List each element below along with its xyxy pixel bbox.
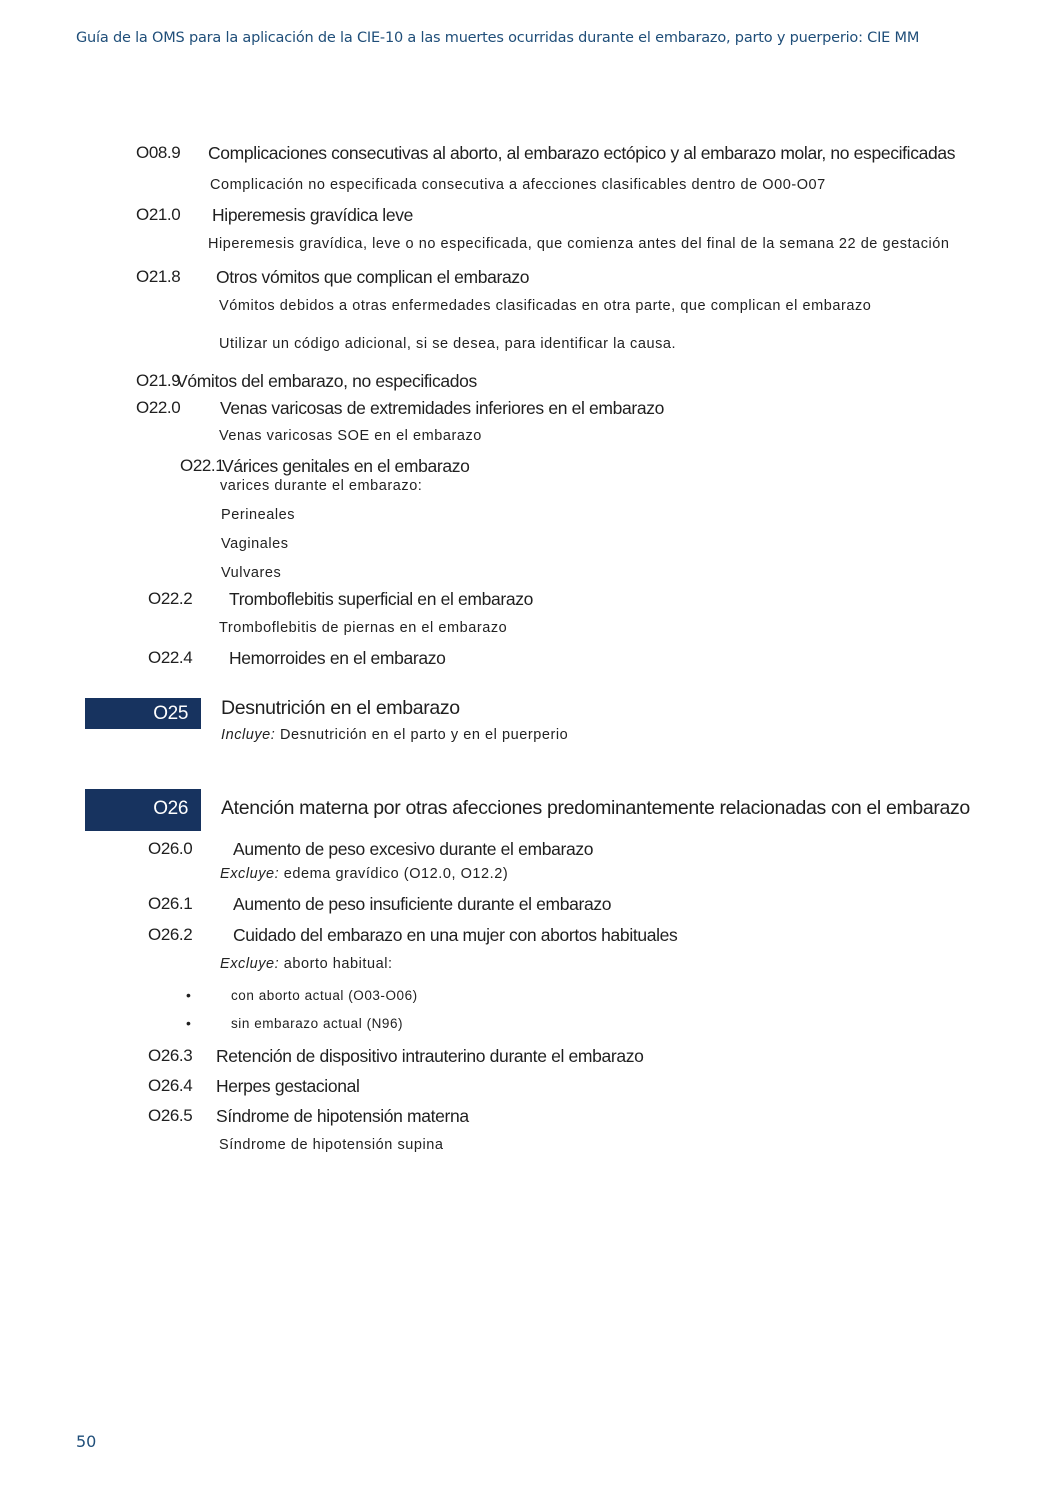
desc-o26-5: Síndrome de hipotensión supina — [219, 1137, 444, 1153]
title-o26-0: Aumento de peso excesivo durante el embarazo — [233, 839, 594, 859]
includes-o25 — [221, 727, 568, 743]
code-o26-0: O26.0 — [148, 839, 193, 858]
list-item: Vulvares — [221, 565, 282, 581]
includes-label: Incluye: — [221, 727, 276, 743]
list-item: sin embarazo actual (N96) — [231, 1016, 404, 1031]
category-badge-o26 — [85, 789, 201, 831]
category-code-o26: O26 — [153, 798, 188, 819]
title-o21-8: Otros vómitos que complican el embarazo — [216, 267, 530, 287]
title-o26-1: Aumento de peso insuficiente durante el embarazo — [233, 894, 612, 914]
desc-o22-2: Tromboflebitis de piernas en el embarazo — [219, 620, 508, 636]
category-title-o25: Desnutrición en el embarazo — [221, 697, 460, 719]
list-item: Perineales — [221, 507, 296, 523]
title-o26-4: Herpes gestacional — [216, 1076, 360, 1096]
note-o21-8: Utilizar un código adicional, si se desea, para identificar la causa. — [219, 336, 677, 352]
bullet-icon: • — [186, 987, 191, 1003]
excludes-text: edema gravídico (O12.0, O12.2) — [279, 866, 509, 882]
code-o22-2: O22.2 — [148, 589, 193, 608]
title-o26-5: Síndrome de hipotensión materna — [216, 1106, 469, 1126]
includes-text: Desnutrición en el parto y en el puerperio — [275, 727, 569, 743]
category-badge-o25 — [85, 698, 201, 729]
code-o26-4: O26.4 — [148, 1076, 193, 1095]
page-number: 50 — [76, 1432, 97, 1451]
code-o21-0: O21.0 — [136, 205, 181, 224]
title-o22-1: Várices genitales en el embarazo — [222, 456, 470, 476]
title-o22-0: Venas varicosas de extremidades inferiores en el embarazo — [220, 398, 665, 418]
category-code-o25: O25 — [153, 703, 188, 724]
excludes-o26-0 — [220, 866, 508, 882]
code-o22-0: O22.0 — [136, 398, 181, 417]
desc-o22-0: Venas varicosas SOE en el embarazo — [219, 428, 482, 444]
code-o21-9: O21.9 — [136, 371, 181, 390]
title-o26-2: Cuidado del embarazo en una mujer con abortos habituales — [233, 925, 678, 945]
category-title-o26: Atención materna por otras afecciones predominantemente relacionadas con el embarazo — [221, 797, 970, 819]
excludes-text: aborto habitual: — [279, 956, 393, 972]
desc-o08-9: Complicación no especificada consecutiva a afecciones clasificables dentro de O00-O07 — [210, 177, 826, 193]
code-o22-1: O22.1 — [180, 456, 225, 475]
code-o26-1: O26.1 — [148, 894, 193, 913]
running-header: Guía de la OMS para la aplicación de la CIE-10 a las muertes ocurridas durante el embarazo, parto y puerperio: CIE MM — [76, 30, 920, 46]
title-o26-3: Retención de dispositivo intrauterino durante el embarazo — [216, 1046, 644, 1066]
list-item: con aborto actual (O03-O06) — [231, 988, 418, 1003]
title-o22-4: Hemorroides en el embarazo — [229, 648, 446, 668]
desc-o22-1: varices durante el embarazo: — [220, 478, 423, 494]
code-o21-8: O21.8 — [136, 267, 181, 286]
bullet-icon: • — [186, 1015, 191, 1031]
code-o26-2: O26.2 — [148, 925, 193, 944]
excludes-o26-2 — [220, 956, 393, 972]
title-o21-0: Hiperemesis gravídica leve — [212, 205, 413, 225]
desc-o21-8: Vómitos debidos a otras enfermedades clasificadas en otra parte, que complican el embarazo — [219, 298, 872, 314]
code-o26-5: O26.5 — [148, 1106, 193, 1125]
code-o08-9: O08.9 — [136, 143, 181, 162]
code-o26-3: O26.3 — [148, 1046, 193, 1065]
desc-o21-0: Hiperemesis gravídica, leve o no especificada, que comienza antes del final de la semana 22 de gestación — [208, 236, 950, 252]
title-o21-9: Vómitos del embarazo, no especificados — [176, 371, 477, 391]
code-o22-4: O22.4 — [148, 648, 193, 667]
title-o22-2: Tromboflebitis superficial en el embarazo — [229, 589, 534, 609]
excludes-label: Excluye: — [220, 956, 280, 972]
excludes-label: Excluye: — [220, 866, 280, 882]
title-o08-9: Complicaciones consecutivas al aborto, al embarazo ectópico y al embarazo molar, no especificadas — [208, 143, 956, 163]
list-item: Vaginales — [221, 536, 289, 552]
